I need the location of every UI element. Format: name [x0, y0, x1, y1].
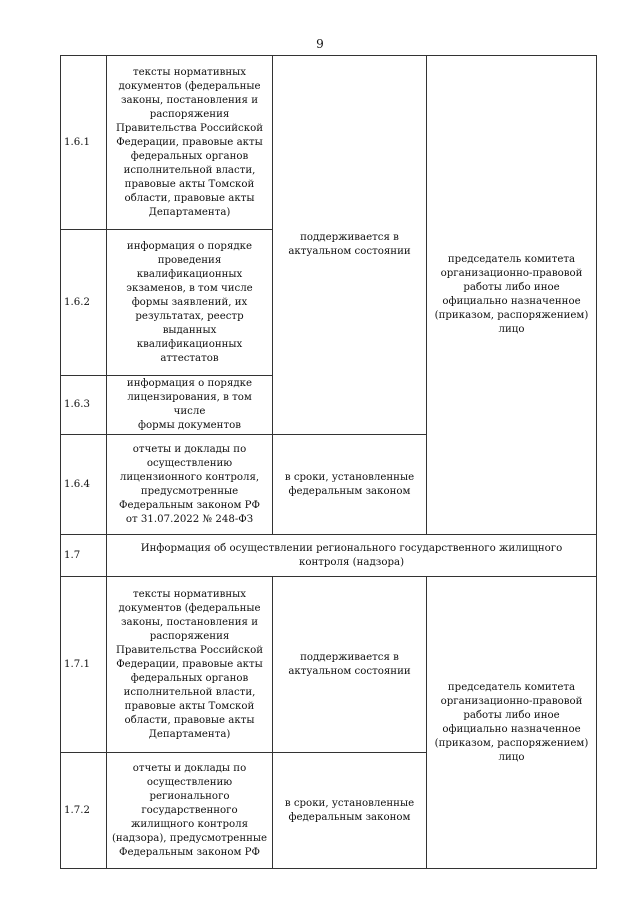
document-table: [60, 55, 597, 869]
description-line: государственного: [141, 804, 238, 816]
description-line: Департамента): [148, 728, 231, 740]
timing-line: поддерживается в: [300, 232, 399, 243]
description-line: законы, постановления и: [120, 616, 259, 628]
responsible-line: работы либо иное: [463, 282, 560, 293]
row-description: [107, 435, 273, 535]
description-line: распоряжения: [149, 108, 230, 120]
row-number: 1.6.1: [61, 56, 107, 230]
description-line: (надзора), предусмотренные: [111, 832, 268, 844]
row-number: 1.6.3: [61, 376, 107, 435]
description-line: лицензионного контроля,: [119, 471, 260, 483]
row-number: 1.7.2: [61, 753, 107, 869]
description-line: Федеральным законом РФ: [119, 846, 260, 858]
description-line: лицензирования, в том числе: [127, 392, 252, 417]
row-description: [107, 56, 273, 230]
description-line: формы документов: [138, 420, 241, 431]
timing-line: поддерживается в: [300, 651, 399, 663]
description-line: законы, постановления и: [120, 94, 259, 106]
description-line: исполнительной власти,: [123, 686, 256, 698]
responsible-line: председатель комитета: [447, 681, 576, 693]
row-description: [107, 577, 273, 753]
table-row: [61, 56, 597, 230]
description-line: информация о порядке: [126, 378, 253, 389]
description-line: Федерации, правовые акты: [116, 136, 263, 148]
description-line: экзаменов, в том числе: [126, 282, 253, 294]
description-line: распоряжения: [149, 630, 230, 642]
description-line: от 31.07.2022 № 248-ФЗ: [125, 513, 254, 525]
responsible-line: председатель комитета: [447, 254, 576, 265]
description-line: правовые акты Томской: [124, 178, 255, 190]
description-line: области, правовые акты: [124, 192, 255, 204]
description-line: информация о порядке: [126, 240, 253, 252]
description-line: Правительства Российской: [115, 644, 264, 656]
responsible-cell: [427, 577, 597, 869]
description-line: квалификационных: [136, 338, 243, 350]
description-line: аттестатов: [160, 352, 219, 364]
description-line: тексты нормативных: [133, 66, 246, 78]
row-number: 1.7.1: [61, 577, 107, 753]
row-description: [107, 376, 273, 435]
description-line: выданных: [162, 324, 217, 336]
responsible-line: организационно-правовой: [440, 695, 583, 707]
timing-line: актуальном состоянии: [288, 665, 411, 677]
row-number: 1.6.2: [61, 230, 107, 376]
responsible-line: лицо: [498, 324, 525, 335]
row-description: [107, 230, 273, 376]
description-line: предусмотренные: [140, 485, 239, 497]
timing-cell: [273, 577, 427, 753]
responsible-line: официально назначенное: [442, 723, 581, 735]
timing-line: федеральным законом: [288, 485, 411, 497]
description-line: Федеральным законом РФ: [119, 499, 260, 511]
description-line: результатах, реестр: [135, 310, 244, 322]
description-line: документов (федеральные: [118, 80, 261, 92]
description-line: отчеты и доклады по: [132, 762, 247, 774]
description-line: жилищного контроля: [130, 818, 248, 830]
description-line: Департамента): [148, 206, 231, 218]
description-line: регионального: [149, 790, 230, 802]
section-number: 1.7: [61, 535, 107, 577]
responsible-line: (приказом, распоряжением): [434, 737, 589, 749]
description-line: формы заявлений, их: [131, 296, 248, 308]
row-number: 1.6.4: [61, 435, 107, 535]
table-row: [61, 577, 597, 753]
section-title-line: Информация об осуществлении регионального государственного жилищного: [140, 542, 563, 554]
responsible-line: лицо: [498, 751, 525, 763]
responsible-line: (приказом, распоряжением): [434, 310, 589, 321]
description-line: федеральных органов: [130, 672, 249, 684]
timing-cell: [273, 56, 427, 435]
row-description: [107, 753, 273, 869]
timing-line: федеральным законом: [288, 811, 411, 823]
description-line: области, правовые акты: [124, 714, 255, 726]
responsible-line: работы либо иное: [463, 709, 560, 721]
description-line: проведения: [157, 254, 222, 266]
timing-line: актуальном состоянии: [288, 246, 411, 257]
description-line: правовые акты Томской: [124, 700, 255, 712]
description-line: документов (федеральные: [118, 602, 261, 614]
page-number: 9: [316, 37, 324, 51]
section-title: [107, 535, 597, 577]
section-title-line: контроля (надзора): [298, 556, 405, 568]
description-line: исполнительной власти,: [123, 164, 256, 176]
timing-line: в сроки, установленные: [284, 471, 415, 483]
responsible-line: официально назначенное: [442, 296, 581, 307]
description-line: Федерации, правовые акты: [116, 658, 263, 670]
description-line: федеральных органов: [130, 150, 249, 162]
timing-cell: [273, 435, 427, 535]
timing-line: в сроки, установленные: [284, 797, 415, 809]
description-line: Правительства Российской: [115, 122, 264, 134]
description-line: отчеты и доклады по: [132, 443, 247, 455]
description-line: квалификационных: [136, 268, 243, 280]
timing-cell: [273, 753, 427, 869]
description-line: тексты нормативных: [133, 588, 246, 600]
responsible-line: организационно-правовой: [440, 268, 583, 279]
section-row: [61, 535, 597, 577]
responsible-cell: [427, 56, 597, 535]
description-line: осуществлению: [146, 457, 233, 469]
description-line: осуществлению: [146, 776, 233, 788]
